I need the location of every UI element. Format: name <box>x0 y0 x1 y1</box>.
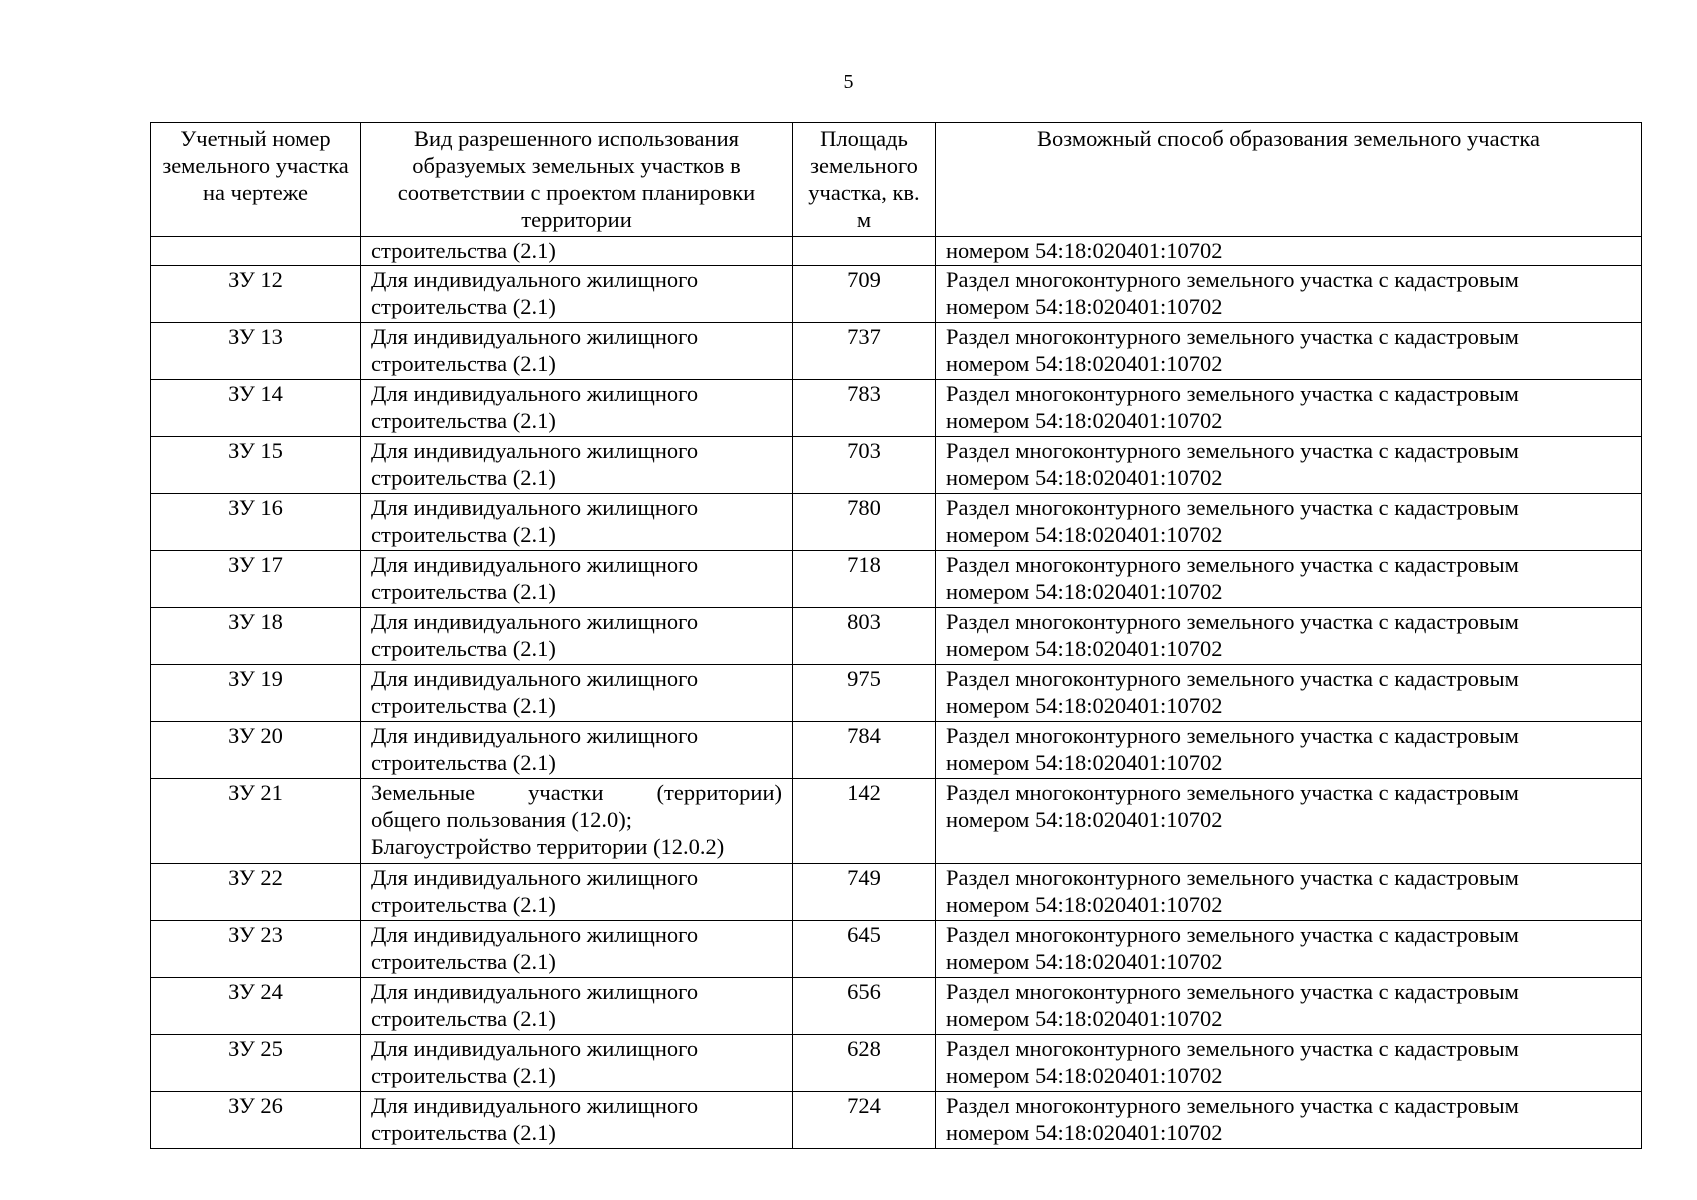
cell-permitted-use-line-2: строительства (2.1) <box>371 1120 556 1145</box>
cell-formation-method-line-1: Раздел многоконтурного земельного участка с кадастровым <box>946 438 1519 463</box>
header-area: Площадь земельного участка, кв. м <box>793 123 936 237</box>
cell-area: 749 <box>793 864 936 921</box>
cell-formation-method <box>936 608 1642 665</box>
cell-formation-method-line-2: номером 54:18:020401:10702 <box>946 351 1223 376</box>
header-permitted-use: Вид разрешенного использования образуемых земельных участков в соответствии с проектом планировки территории <box>361 123 793 237</box>
cell-plot-number: ЗУ 22 <box>151 864 361 921</box>
cell-permitted-use <box>361 921 793 978</box>
cell-formation-method-line-2: номером 54:18:020401:10702 <box>946 892 1223 917</box>
cell-permitted-use <box>361 978 793 1035</box>
cell-formation-method-line-2: номером 54:18:020401:10702 <box>946 636 1223 661</box>
cell-formation-method-line-2: номером 54:18:020401:10702 <box>946 750 1223 775</box>
cell-permitted-use <box>361 437 793 494</box>
cell-permitted-use-line-1: Для индивидуального жилищного <box>371 381 699 406</box>
cell-plot-number: ЗУ 17 <box>151 551 361 608</box>
cell-formation-method <box>936 1035 1642 1092</box>
cell-plot-number: ЗУ 13 <box>151 323 361 380</box>
cell-formation-method <box>936 437 1642 494</box>
cell-area: 656 <box>793 978 936 1035</box>
table-row <box>151 722 1642 779</box>
cell-formation-method-line-1: Раздел многоконтурного земельного участка с кадастровым <box>946 1093 1519 1118</box>
cell-permitted-use-line-2: строительства (2.1) <box>371 294 556 319</box>
cell-permitted-use <box>361 494 793 551</box>
cell-formation-method-line-1: Раздел многоконтурного земельного участка с кадастровым <box>946 552 1519 577</box>
cell-permitted-use <box>361 1092 793 1149</box>
cell-formation-method-line-2: номером 54:18:020401:10702 <box>946 1006 1223 1031</box>
cell-permitted-use <box>361 380 793 437</box>
table-header-row <box>151 123 1642 237</box>
cell-formation-method <box>936 779 1642 864</box>
cell-formation-method-line-2: номером 54:18:020401:10702 <box>946 1120 1223 1145</box>
cell-permitted-use-line-1: Для индивидуального жилищного <box>371 723 699 748</box>
table-row <box>151 978 1642 1035</box>
cell-plot-number: ЗУ 21 <box>151 779 361 864</box>
table-row-continuation <box>151 237 1642 266</box>
cell-permitted-use <box>361 323 793 380</box>
cell-permitted-use-line-2: строительства (2.1) <box>371 408 556 433</box>
cell-formation-method <box>936 921 1642 978</box>
table-row <box>151 864 1642 921</box>
cell-permitted-use-line-1: Для индивидуального жилищного <box>371 267 699 292</box>
cell-area <box>793 237 936 266</box>
cell-plot-number: ЗУ 14 <box>151 380 361 437</box>
cell-permitted-use <box>361 779 793 864</box>
cell-formation-method-line-1: Раздел многоконтурного земельного участка с кадастровым <box>946 381 1519 406</box>
cell-permitted-use-line-1: Для индивидуального жилищного <box>371 979 699 1004</box>
cell-plot-number: ЗУ 20 <box>151 722 361 779</box>
cell-area: 724 <box>793 1092 936 1149</box>
table-row <box>151 494 1642 551</box>
cell-formation-method <box>936 494 1642 551</box>
cell-plot-number: ЗУ 16 <box>151 494 361 551</box>
cell-area: 142 <box>793 779 936 864</box>
cell-formation-method-line-1: Раздел многоконтурного земельного участка с кадастровым <box>946 865 1519 890</box>
cell-permitted-use-line-1: Для индивидуального жилищного <box>371 865 699 890</box>
cell-permitted-use <box>361 551 793 608</box>
cell-formation-method-line-1: Раздел многоконтурного земельного участка с кадастровым <box>946 780 1519 805</box>
cell-plot-number: ЗУ 24 <box>151 978 361 1035</box>
header-formation-method: Возможный способ образования земельного участка <box>936 123 1642 237</box>
cell-area: 709 <box>793 266 936 323</box>
cell-formation-method-line-2: номером 54:18:020401:10702 <box>946 693 1223 718</box>
cell-permitted-use: строительства (2.1) <box>361 237 793 266</box>
cell-plot-number: ЗУ 19 <box>151 665 361 722</box>
cell-formation-method-line-1: Раздел многоконтурного земельного участка с кадастровым <box>946 922 1519 947</box>
cell-formation-method-line-1: Раздел многоконтурного земельного участка с кадастровым <box>946 495 1519 520</box>
cell-formation-method-line-2: номером 54:18:020401:10702 <box>946 807 1223 832</box>
table-row <box>151 551 1642 608</box>
cell-formation-method <box>936 978 1642 1035</box>
cell-permitted-use-line-2: строительства (2.1) <box>371 892 556 917</box>
cell-permitted-use-line-2: строительства (2.1) <box>371 1006 556 1031</box>
cell-area: 975 <box>793 665 936 722</box>
cell-permitted-use <box>361 864 793 921</box>
cell-formation-method-line-1: Раздел многоконтурного земельного участка с кадастровым <box>946 609 1519 634</box>
cell-permitted-use-line-1: Для индивидуального жилищного <box>371 552 699 577</box>
cell-permitted-use-line-2: строительства (2.1) <box>371 351 556 376</box>
cell-area: 645 <box>793 921 936 978</box>
cell-plot-number: ЗУ 12 <box>151 266 361 323</box>
table-row <box>151 380 1642 437</box>
cell-formation-method-line-2: номером 54:18:020401:10702 <box>946 1063 1223 1088</box>
cell-permitted-use-line-2: строительства (2.1) <box>371 636 556 661</box>
cell-permitted-use <box>361 266 793 323</box>
cell-formation-method-line-2: номером 54:18:020401:10702 <box>946 579 1223 604</box>
cell-formation-method <box>936 864 1642 921</box>
cell-area: 718 <box>793 551 936 608</box>
cell-formation-method <box>936 665 1642 722</box>
table-row <box>151 1092 1642 1149</box>
cell-formation-method <box>936 551 1642 608</box>
table-row <box>151 437 1642 494</box>
cell-formation-method-line-1: Раздел многоконтурного земельного участка с кадастровым <box>946 979 1519 1004</box>
cell-formation-method-line-2: номером 54:18:020401:10702 <box>946 294 1223 319</box>
cell-formation-method <box>936 380 1642 437</box>
cell-area: 737 <box>793 323 936 380</box>
table-row <box>151 665 1642 722</box>
cell-permitted-use-line-1: Для индивидуального жилищного <box>371 666 699 691</box>
cell-permitted-use-line-3: Благоустройство территории (12.0.2) <box>371 834 725 859</box>
cell-permitted-use-line-1: Для индивидуального жилищного <box>371 1093 699 1118</box>
cell-formation-method-line-1: Раздел многоконтурного земельного участка с кадастровым <box>946 666 1519 691</box>
cell-plot-number: ЗУ 18 <box>151 608 361 665</box>
cell-formation-method <box>936 722 1642 779</box>
cell-permitted-use-line-2: строительства (2.1) <box>371 465 556 490</box>
cell-permitted-use-line-2: строительства (2.1) <box>371 522 556 547</box>
cell-formation-method-line-2: номером 54:18:020401:10702 <box>946 408 1223 433</box>
cell-formation-method-line-1: Раздел многоконтурного земельного участка с кадастровым <box>946 723 1519 748</box>
cell-permitted-use-line-1: Для индивидуального жилищного <box>371 609 699 634</box>
cell-permitted-use-line-1: Земельные участки (территории) <box>371 780 782 805</box>
cell-permitted-use-line-2: строительства (2.1) <box>371 693 556 718</box>
cell-formation-method-line-2: номером 54:18:020401:10702 <box>946 465 1223 490</box>
cell-permitted-use <box>361 722 793 779</box>
cell-permitted-use-line-1: Для индивидуального жилищного <box>371 1036 699 1061</box>
cell-formation-method-line-1: Раздел многоконтурного земельного участка с кадастровым <box>946 267 1519 292</box>
cell-formation-method: номером 54:18:020401:10702 <box>936 237 1642 266</box>
cell-area: 783 <box>793 380 936 437</box>
cell-formation-method-line-1: Раздел многоконтурного земельного участка с кадастровым <box>946 1036 1519 1061</box>
cell-formation-method-line-2: номером 54:18:020401:10702 <box>946 949 1223 974</box>
cell-permitted-use-line-2: общего пользования (12.0); <box>371 807 633 832</box>
table-row <box>151 608 1642 665</box>
header-plot-number: Учетный номер земельного участка на чертеже <box>151 123 361 237</box>
table-row <box>151 779 1642 864</box>
cell-area: 784 <box>793 722 936 779</box>
cell-formation-method-line-1: Раздел многоконтурного земельного участка с кадастровым <box>946 324 1519 349</box>
page-number: 5 <box>843 71 854 93</box>
cell-area: 628 <box>793 1035 936 1092</box>
cell-permitted-use <box>361 1035 793 1092</box>
cell-area: 703 <box>793 437 936 494</box>
land-plots-table <box>150 122 1642 1149</box>
cell-plot-number: ЗУ 23 <box>151 921 361 978</box>
cell-permitted-use-line-2: строительства (2.1) <box>371 750 556 775</box>
cell-plot-number: ЗУ 26 <box>151 1092 361 1149</box>
cell-plot-number <box>151 237 361 266</box>
table-row <box>151 323 1642 380</box>
cell-permitted-use-line-2: строительства (2.1) <box>371 949 556 974</box>
cell-permitted-use-line-1: Для индивидуального жилищного <box>371 495 699 520</box>
cell-permitted-use-line-2: строительства (2.1) <box>371 1063 556 1088</box>
cell-formation-method <box>936 266 1642 323</box>
cell-permitted-use <box>361 608 793 665</box>
cell-formation-method <box>936 323 1642 380</box>
cell-area: 803 <box>793 608 936 665</box>
cell-permitted-use-line-1: Для индивидуального жилищного <box>371 438 699 463</box>
table-row <box>151 266 1642 323</box>
cell-plot-number: ЗУ 15 <box>151 437 361 494</box>
cell-plot-number: ЗУ 25 <box>151 1035 361 1092</box>
cell-permitted-use-line-1: Для индивидуального жилищного <box>371 324 699 349</box>
cell-permitted-use-line-2: строительства (2.1) <box>371 579 556 604</box>
cell-permitted-use <box>361 665 793 722</box>
cell-formation-method-line-2: номером 54:18:020401:10702 <box>946 522 1223 547</box>
cell-formation-method <box>936 1092 1642 1149</box>
table-row <box>151 1035 1642 1092</box>
cell-permitted-use-line-1: Для индивидуального жилищного <box>371 922 699 947</box>
table-row <box>151 921 1642 978</box>
cell-area: 780 <box>793 494 936 551</box>
